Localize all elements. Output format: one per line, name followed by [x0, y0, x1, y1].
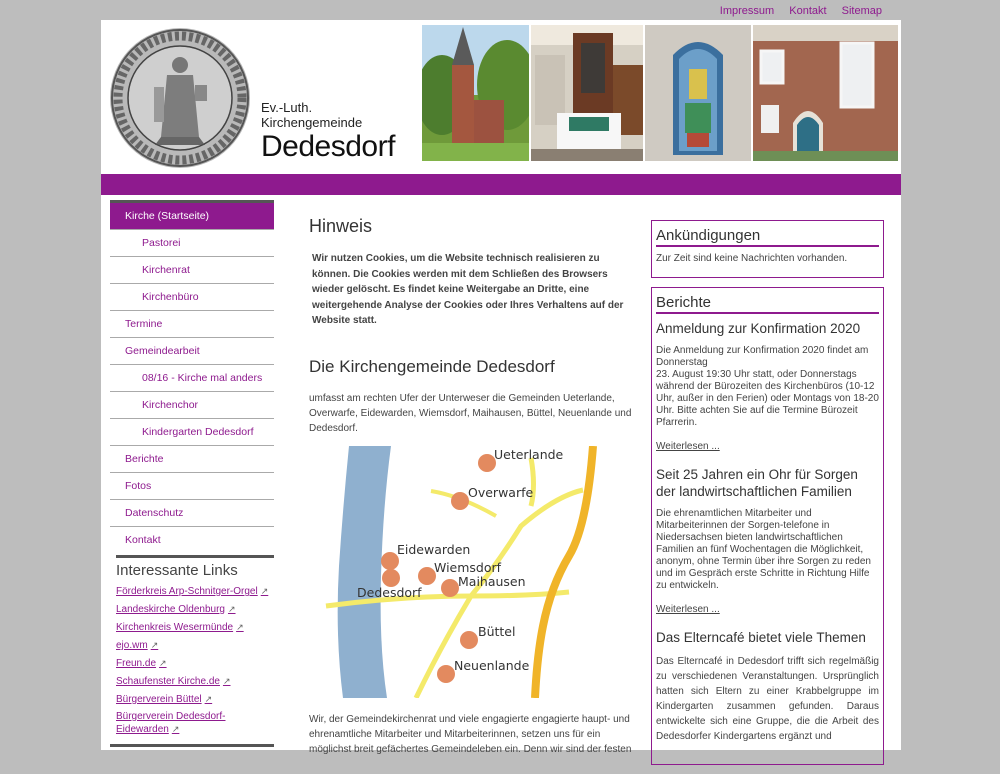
link-buergerverein-dedesdorf[interactable] — [116, 711, 274, 736]
map-road — [416, 596, 471, 698]
link-label: Kirchenkreis Wesermünde — [116, 622, 234, 633]
page-title: Die Kirchengemeinde Dedesdorf — [309, 356, 555, 376]
read-more-link[interactable]: Weiterlesen ... — [656, 441, 720, 452]
link-schaufenster[interactable] — [116, 675, 274, 688]
announcements-box — [651, 220, 884, 278]
link-label: Bürgerverein Dedesdorf-Eidewarden — [116, 711, 226, 735]
nav-item-kontakt[interactable]: Kontakt — [125, 534, 161, 546]
nav-item-kirchenchor[interactable]: Kirchenchor — [110, 392, 274, 419]
external-link-icon: ↗ — [159, 658, 167, 668]
nav-item-kirchenrat[interactable]: Kirchenrat — [110, 257, 274, 284]
external-link-icon: ↗ — [222, 676, 231, 686]
church-tower-photo — [422, 25, 529, 161]
external-link-icon: ↗ — [236, 622, 244, 632]
nav-item-kindergarten[interactable]: Kindergarten Dedesdorf — [110, 419, 274, 446]
external-link-icon: ↗ — [204, 694, 213, 704]
main-content — [309, 216, 634, 767]
brand-line-2: Kirchengemeinde — [261, 115, 363, 130]
announcements-text: Zur Zeit sind keine Nachrichten vorhanden. — [656, 253, 848, 264]
map-dot-maihausen — [441, 579, 459, 597]
brand-line-1: Ev.-Luth. — [261, 100, 313, 115]
parish-map — [321, 446, 611, 698]
nav-item-berichte[interactable]: Berichte — [110, 446, 274, 473]
map-label-wiemsdorf: Wiemsdorf — [434, 559, 502, 575]
nav-item-termine[interactable]: Termine — [110, 311, 274, 338]
nav-item-0816[interactable]: 08/16 - Kirche mal anders — [110, 365, 274, 392]
report-title[interactable]: Seit 25 Jahren ein Ohr für Sorgen der landwirtschaftlichen Familien — [656, 467, 858, 499]
topnav-kontakt-link[interactable]: Kontakt — [789, 5, 827, 17]
external-link-icon: ↗ — [171, 724, 180, 734]
altar-photo — [531, 25, 643, 161]
links-heading: Interessante Links — [116, 555, 274, 579]
report-text: Das Elterncafé in Dedesdorf trifft sich regelmäßig zu verschiedenen Veranstaltungen. Ursprünglich hatten sich Eltern zu einer Krabbelgruppe im Kindergarten zusammen gefunden. Daraus entwickelte sich eine Gruppe, die die Arbeit des Dedesdorfer Kindergartens ergänzt und — [656, 656, 879, 742]
brand-title: Dedesdorf — [261, 130, 395, 163]
intro-text: umfasst am rechten Ufer der Unterweser die Gemeinden Ueterlande, Overwarfe, Eidewarden, Wiemsdorf, Maihausen, Büttel, Neuenlande und Dedesdorf. — [309, 392, 632, 434]
nav-item-datenschutz[interactable]: Datenschutz — [110, 500, 274, 527]
report-title[interactable]: Das Elterncafé bietet viele Themen — [656, 630, 866, 645]
nav-item-fotos[interactable]: Fotos — [110, 473, 274, 500]
right-column — [651, 220, 884, 774]
report-title[interactable]: Anmeldung zur Konfirmation 2020 — [656, 321, 861, 336]
site-header — [101, 20, 901, 174]
report-text: Die ehrenamtlichen Mitarbeiter und Mitarbeiterinnen der Sorgen-telefone in Niedersachsen bieten landwirtschaftlichen Familien an fünf Wochentagen die Möglichkeit, anonym, ohne Termin über ihre Sorgen zu reden und im Gespräch erste Schritte in Richtung Hilfe zu entwickeln. — [656, 508, 871, 591]
map-label-ueterlande: Ueterlande — [494, 446, 564, 462]
site-brand — [261, 100, 395, 164]
link-ejo[interactable] — [116, 639, 274, 652]
map-dot-overwarfe — [451, 492, 469, 510]
external-link-icon: ↗ — [227, 604, 236, 614]
nav-item-pastorei[interactable]: Pastorei — [110, 230, 274, 257]
link-kirchenkreis[interactable] — [116, 621, 274, 634]
map-label-dedesdorf: Dedesdorf — [357, 584, 422, 600]
reports-box — [651, 287, 884, 765]
link-freunde[interactable] — [116, 657, 274, 670]
map-label-eidewarden: Eidewarden — [397, 541, 471, 557]
link-label: ejo.wm — [116, 640, 148, 651]
topnav-impressum-link[interactable]: Impressum — [719, 5, 775, 17]
link-label: Landeskirche Oldenburg — [116, 604, 225, 615]
link-foerderkreis[interactable] — [116, 585, 274, 598]
link-label: Freun.de — [116, 658, 157, 669]
topnav-sitemap-link[interactable]: Sitemap — [841, 5, 882, 17]
church-portal-photo — [753, 25, 898, 161]
nav-item-kirchenbuero[interactable]: Kirchenbüro — [110, 284, 274, 311]
top-navigation — [708, 5, 882, 17]
external-link-icon: ↗ — [150, 640, 159, 650]
stained-glass-photo — [645, 25, 751, 161]
notice-heading: Hinweis — [309, 216, 373, 236]
links-list — [110, 585, 274, 747]
map-label-overwarfe: Overwarfe — [468, 484, 534, 500]
map-road-main — [535, 446, 593, 698]
link-label: Schaufenster Kirche.de — [116, 676, 220, 687]
cookie-notice: Wir nutzen Cookies, um die Website technisch realisieren zu können. Die Cookies werden mit dem Schließen des Browsers wieder gelöscht. Es findet keine Weitergabe an Dritte, eine weitergehende Analyse der Cookies oder Ihres Verhaltens auf der Website statt. — [312, 253, 624, 326]
read-more-link[interactable]: Weiterlesen ... — [656, 604, 720, 615]
header-accent-bar — [101, 174, 901, 195]
map-dot-buettel — [460, 631, 478, 649]
link-landeskirche[interactable] — [116, 603, 274, 616]
map-label-maihausen: Maihausen — [458, 573, 526, 589]
sidebar — [110, 200, 274, 747]
outro-text: Wir, der Gemeindekirchenrat und viele engagierte engagierte haupt- und ehrenamtliche Mitarbeiter und Mitarbeiterinnen, setzen uns für ein möglichst breit gefächertes Gemeindeleben ein. Denn wir sind der festen — [309, 713, 632, 755]
map-dot-neuenlande — [437, 665, 455, 683]
nav-item-gemeindearbeit[interactable]: Gemeindearbeit — [110, 338, 274, 365]
nav-item-kirche[interactable]: Kirche (Startseite) — [110, 203, 274, 230]
map-river — [338, 446, 391, 698]
link-buergerverein-buettel[interactable] — [116, 693, 274, 706]
announcements-heading: Ankündigungen — [656, 227, 879, 247]
link-label: Bürgerverein Büttel — [116, 694, 202, 705]
external-link-icon: ↗ — [260, 586, 269, 596]
report-text: Die Anmeldung zur Konfirmation 2020 findet am Donnerstag 23. August 19:30 Uhr statt, oder Donnerstags während der Bürozeiten des Kirchenbüros (10-12 Uhr, außer in den Ferien) oder Montags von 18-20 Uhr. Bitte achten Sie auf die Termine Bürozeit Pfarrerin. — [656, 345, 879, 428]
links-bottom-divider — [110, 744, 274, 747]
link-label: Förderkreis Arp-Schnitger-Orgel — [116, 586, 258, 597]
map-label-buettel: Büttel — [478, 623, 516, 639]
church-seal-logo[interactable] — [109, 27, 251, 169]
map-label-neuenlande: Neuenlande — [454, 657, 530, 673]
reports-heading: Berichte — [656, 294, 879, 314]
